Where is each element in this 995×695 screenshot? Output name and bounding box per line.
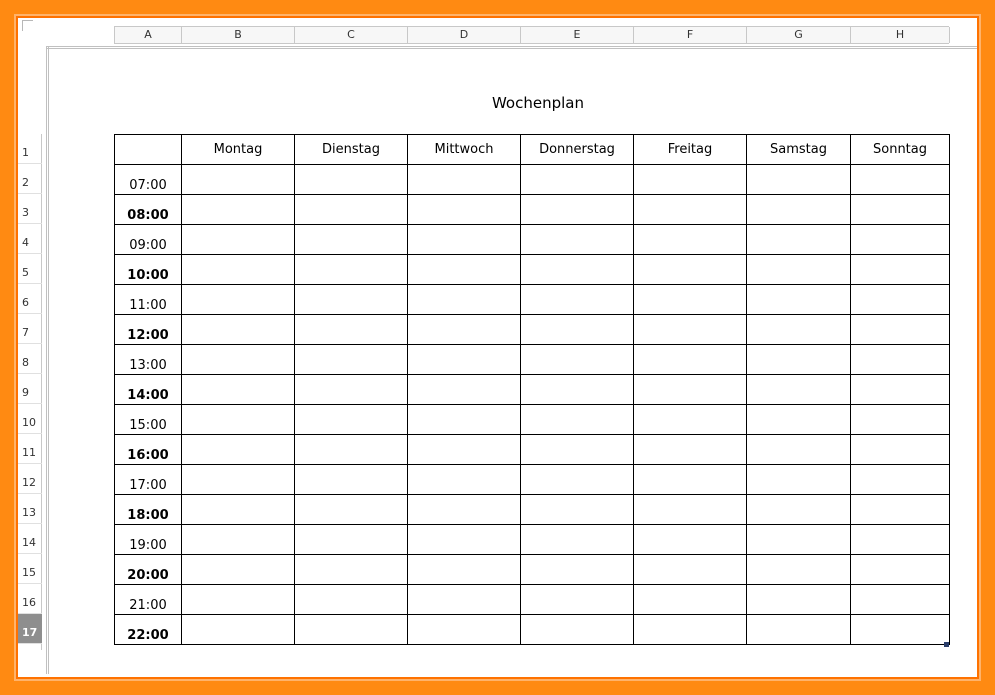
time-cell[interactable]: 09:00: [115, 225, 182, 255]
time-row: [115, 285, 950, 315]
schedule-cell-mittwoch[interactable]: [408, 525, 521, 555]
schedule-cell-montag[interactable]: [182, 615, 295, 645]
schedule-cell-montag[interactable]: [182, 495, 295, 525]
schedule-cell-sonntag[interactable]: [851, 165, 950, 195]
time-row: [115, 315, 950, 345]
time-row: [115, 255, 950, 285]
corner-cell[interactable]: [115, 135, 182, 165]
schedule-cell-dienstag[interactable]: [295, 495, 408, 525]
schedule-cell-sonntag[interactable]: [851, 435, 950, 465]
time-cell[interactable]: 16:00: [115, 435, 182, 465]
row-header-gutter: [18, 134, 42, 650]
schedule-cell-freitag[interactable]: [634, 345, 747, 375]
time-row: [115, 225, 950, 255]
schedule-cell-freitag[interactable]: [634, 615, 747, 645]
schedule-cell-donnerstag[interactable]: [521, 195, 634, 225]
time-row: [115, 405, 950, 435]
row-header-13[interactable]: 13: [18, 494, 42, 524]
schedule-cell-dienstag[interactable]: [295, 345, 408, 375]
time-cell[interactable]: 10:00: [115, 255, 182, 285]
schedule-cell-mittwoch[interactable]: [408, 285, 521, 315]
schedule-cell-sonntag[interactable]: [851, 255, 950, 285]
schedule-cell-mittwoch[interactable]: [408, 465, 521, 495]
schedule-cell-mittwoch[interactable]: [408, 225, 521, 255]
fill-handle[interactable]: [944, 642, 949, 647]
schedule-cell-dienstag[interactable]: [295, 255, 408, 285]
schedule-cell-mittwoch[interactable]: [408, 495, 521, 525]
time-cell[interactable]: 15:00: [115, 405, 182, 435]
day-header-sonntag[interactable]: Sonntag: [851, 135, 950, 165]
schedule-cell-freitag[interactable]: [634, 465, 747, 495]
schedule-cell-dienstag[interactable]: [295, 585, 408, 615]
row-header-9[interactable]: 9: [18, 374, 42, 404]
schedule-cell-montag[interactable]: [182, 585, 295, 615]
row-header-12[interactable]: 12: [18, 464, 42, 494]
time-cell[interactable]: 14:00: [115, 375, 182, 405]
page-boundary-top: [46, 46, 977, 49]
schedule-cell-montag[interactable]: [182, 405, 295, 435]
schedule-cell-dienstag[interactable]: [295, 525, 408, 555]
row-header-16[interactable]: 16: [18, 584, 42, 614]
schedule-cell-samstag[interactable]: [747, 435, 851, 465]
schedule-cell-dienstag[interactable]: [295, 435, 408, 465]
schedule-cell-sonntag[interactable]: [851, 585, 950, 615]
column-header-g[interactable]: G: [747, 27, 851, 43]
row-header-15[interactable]: 15: [18, 554, 42, 584]
schedule-cell-dienstag[interactable]: [295, 375, 408, 405]
row-header-8[interactable]: 8: [18, 344, 42, 374]
schedule-cell-sonntag[interactable]: [851, 555, 950, 585]
schedule-cell-donnerstag[interactable]: [521, 405, 634, 435]
schedule-cell-mittwoch[interactable]: [408, 375, 521, 405]
schedule-cell-donnerstag[interactable]: [521, 615, 634, 645]
schedule-cell-montag[interactable]: [182, 345, 295, 375]
schedule-cell-samstag[interactable]: [747, 165, 851, 195]
schedule-cell-sonntag[interactable]: [851, 615, 950, 645]
schedule-cell-donnerstag[interactable]: [521, 525, 634, 555]
row-header-3[interactable]: 3: [18, 194, 42, 224]
time-row: [115, 525, 950, 555]
schedule-cell-dienstag[interactable]: [295, 615, 408, 645]
schedule-cell-donnerstag[interactable]: [521, 345, 634, 375]
schedule-cell-donnerstag[interactable]: [521, 255, 634, 285]
time-cell[interactable]: 07:00: [115, 165, 182, 195]
schedule-cell-samstag[interactable]: [747, 225, 851, 255]
schedule-cell-samstag[interactable]: [747, 285, 851, 315]
column-header-a[interactable]: A: [115, 27, 182, 43]
time-cell[interactable]: 19:00: [115, 525, 182, 555]
week-plan-table: [114, 134, 950, 645]
schedule-cell-samstag[interactable]: [747, 255, 851, 285]
schedule-cell-mittwoch[interactable]: [408, 315, 521, 345]
row-header-7[interactable]: 7: [18, 314, 42, 344]
column-header-e[interactable]: E: [521, 27, 634, 43]
schedule-cell-mittwoch[interactable]: [408, 165, 521, 195]
schedule-cell-sonntag[interactable]: [851, 495, 950, 525]
schedule-cell-mittwoch[interactable]: [408, 405, 521, 435]
day-header-donnerstag[interactable]: Donnerstag: [521, 135, 634, 165]
schedule-cell-montag[interactable]: [182, 255, 295, 285]
column-header-f[interactable]: F: [634, 27, 747, 43]
time-row: [115, 345, 950, 375]
schedule-cell-donnerstag[interactable]: [521, 375, 634, 405]
schedule-cell-dienstag[interactable]: [295, 195, 408, 225]
schedule-cell-montag[interactable]: [182, 465, 295, 495]
row-header-5[interactable]: 5: [18, 254, 42, 284]
day-header-dienstag[interactable]: Dienstag: [295, 135, 408, 165]
schedule-cell-freitag[interactable]: [634, 555, 747, 585]
schedule-cell-freitag[interactable]: [634, 495, 747, 525]
schedule-cell-freitag[interactable]: [634, 585, 747, 615]
schedule-cell-montag[interactable]: [182, 375, 295, 405]
schedule-cell-donnerstag[interactable]: [521, 285, 634, 315]
schedule-cell-mittwoch[interactable]: [408, 555, 521, 585]
schedule-cell-montag[interactable]: [182, 195, 295, 225]
day-header-samstag[interactable]: Samstag: [747, 135, 851, 165]
schedule-cell-mittwoch[interactable]: [408, 345, 521, 375]
column-header-bar: [114, 26, 949, 44]
schedule-cell-sonntag[interactable]: [851, 465, 950, 495]
time-row: [115, 165, 950, 195]
time-cell[interactable]: 08:00: [115, 195, 182, 225]
schedule-cell-freitag[interactable]: [634, 435, 747, 465]
schedule-cell-mittwoch[interactable]: [408, 195, 521, 225]
schedule-cell-samstag[interactable]: [747, 525, 851, 555]
time-cell[interactable]: 18:00: [115, 495, 182, 525]
column-header-c[interactable]: C: [295, 27, 408, 43]
schedule-cell-montag[interactable]: [182, 165, 295, 195]
column-header-h[interactable]: H: [851, 27, 950, 43]
schedule-cell-samstag[interactable]: [747, 375, 851, 405]
row-header-14[interactable]: 14: [18, 524, 42, 554]
schedule-cell-sonntag[interactable]: [851, 345, 950, 375]
time-cell[interactable]: 17:00: [115, 465, 182, 495]
schedule-cell-donnerstag[interactable]: [521, 555, 634, 585]
schedule-cell-donnerstag[interactable]: [521, 315, 634, 345]
schedule-cell-dienstag[interactable]: [295, 165, 408, 195]
schedule-cell-sonntag[interactable]: [851, 285, 950, 315]
page-boundary-left: [46, 46, 49, 674]
day-header-montag[interactable]: Montag: [182, 135, 295, 165]
schedule-cell-dienstag[interactable]: [295, 465, 408, 495]
schedule-cell-samstag[interactable]: [747, 615, 851, 645]
schedule-cell-donnerstag[interactable]: [521, 495, 634, 525]
schedule-cell-dienstag[interactable]: [295, 315, 408, 345]
sheet-title: Wochenplan: [491, 94, 584, 112]
time-row: [115, 375, 950, 405]
time-row: [115, 495, 950, 525]
schedule-cell-sonntag[interactable]: [851, 315, 950, 345]
schedule-cell-montag[interactable]: [182, 315, 295, 345]
row-header-6[interactable]: 6: [18, 284, 42, 314]
schedule-cell-freitag[interactable]: [634, 225, 747, 255]
row-header-1[interactable]: 1: [18, 134, 42, 164]
schedule-cell-samstag[interactable]: [747, 405, 851, 435]
row-header-11[interactable]: 11: [18, 434, 42, 464]
time-cell[interactable]: 12:00: [115, 315, 182, 345]
schedule-cell-donnerstag[interactable]: [521, 585, 634, 615]
time-row: [115, 465, 950, 495]
schedule-cell-sonntag[interactable]: [851, 525, 950, 555]
schedule-cell-samstag[interactable]: [747, 585, 851, 615]
schedule-cell-mittwoch[interactable]: [408, 435, 521, 465]
schedule-cell-mittwoch[interactable]: [408, 615, 521, 645]
day-header-row: [115, 135, 950, 165]
schedule-cell-sonntag[interactable]: [851, 195, 950, 225]
schedule-cell-montag[interactable]: [182, 525, 295, 555]
schedule-cell-sonntag[interactable]: [851, 375, 950, 405]
schedule-cell-freitag[interactable]: [634, 375, 747, 405]
schedule-cell-freitag[interactable]: [634, 285, 747, 315]
schedule-cell-freitag[interactable]: [634, 165, 747, 195]
schedule-cell-freitag[interactable]: [634, 405, 747, 435]
schedule-cell-dienstag[interactable]: [295, 285, 408, 315]
spreadsheet-canvas: [18, 18, 977, 677]
time-cell[interactable]: 13:00: [115, 345, 182, 375]
schedule-cell-samstag[interactable]: [747, 465, 851, 495]
schedule-cell-montag[interactable]: [182, 435, 295, 465]
schedule-cell-montag[interactable]: [182, 225, 295, 255]
schedule-cell-sonntag[interactable]: [851, 225, 950, 255]
row-header-2[interactable]: 2: [18, 164, 42, 194]
schedule-cell-montag[interactable]: [182, 555, 295, 585]
schedule-cell-samstag[interactable]: [747, 555, 851, 585]
schedule-cell-donnerstag[interactable]: [521, 165, 634, 195]
row-header-4[interactable]: 4: [18, 224, 42, 254]
schedule-cell-freitag[interactable]: [634, 195, 747, 225]
column-header-b[interactable]: B: [182, 27, 295, 43]
schedule-cell-donnerstag[interactable]: [521, 465, 634, 495]
day-header-freitag[interactable]: Freitag: [634, 135, 747, 165]
schedule-cell-freitag[interactable]: [634, 255, 747, 285]
schedule-cell-dienstag[interactable]: [295, 405, 408, 435]
schedule-cell-mittwoch[interactable]: [408, 585, 521, 615]
time-row: [115, 555, 950, 585]
time-cell[interactable]: 20:00: [115, 555, 182, 585]
schedule-cell-freitag[interactable]: [634, 525, 747, 555]
row-header-10[interactable]: 10: [18, 404, 42, 434]
schedule-cell-samstag[interactable]: [747, 315, 851, 345]
day-header-mittwoch[interactable]: Mittwoch: [408, 135, 521, 165]
schedule-cell-samstag[interactable]: [747, 195, 851, 225]
time-cell[interactable]: 11:00: [115, 285, 182, 315]
schedule-cell-donnerstag[interactable]: [521, 225, 634, 255]
schedule-cell-montag[interactable]: [182, 285, 295, 315]
time-row: [115, 585, 950, 615]
schedule-cell-mittwoch[interactable]: [408, 255, 521, 285]
schedule-cell-sonntag[interactable]: [851, 405, 950, 435]
schedule-cell-dienstag[interactable]: [295, 555, 408, 585]
time-cell[interactable]: 21:00: [115, 585, 182, 615]
schedule-cell-samstag[interactable]: [747, 345, 851, 375]
schedule-cell-dienstag[interactable]: [295, 225, 408, 255]
time-row: [115, 435, 950, 465]
schedule-cell-freitag[interactable]: [634, 315, 747, 345]
schedule-cell-donnerstag[interactable]: [521, 435, 634, 465]
schedule-cell-samstag[interactable]: [747, 495, 851, 525]
select-all-corner[interactable]: [22, 20, 33, 31]
time-row: [115, 615, 950, 645]
time-cell[interactable]: 22:00: [115, 615, 182, 645]
time-row: [115, 195, 950, 225]
row-header-17[interactable]: 17: [18, 614, 42, 644]
column-header-d[interactable]: D: [408, 27, 521, 43]
